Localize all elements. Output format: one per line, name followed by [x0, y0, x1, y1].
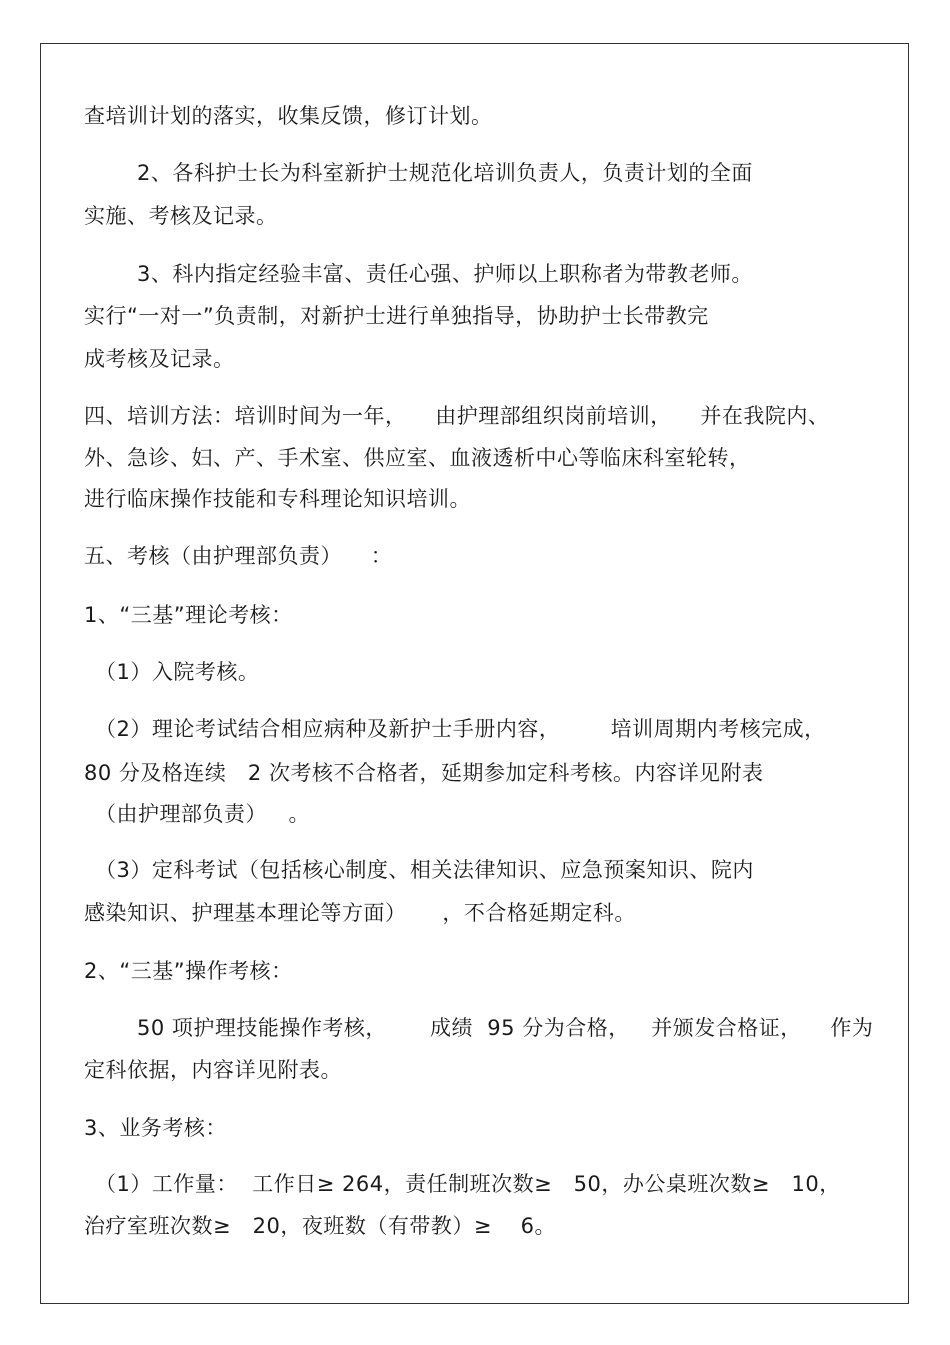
text-line: 进行临床操作技能和专科理论知识培训。	[84, 487, 471, 511]
text-line: 感染知识、护理基本理论等方面） ，不合格延期定科。	[84, 901, 636, 925]
text-line: （2）理论考试结合相应病种及新护士手册内容， 培训周期内考核完成，	[95, 717, 826, 741]
text-line: 实行“一对一”负责制，对新护士进行单独指导，协助护士长带教完	[84, 304, 709, 328]
text-line: 80 分及格连续 2 次考核不合格者，延期参加定科考核。内容详见附表	[84, 761, 764, 785]
text-line: （1）入院考核。	[95, 660, 260, 684]
text-line: 50 项护理技能操作考核， 成绩 95 分为合格， 并颁发合格证， 作为	[137, 1016, 874, 1040]
text-line: 四、培训方法：培训时间为一年， 由护理部组织岗前培训， 并在我院内、	[84, 404, 830, 428]
text-line: （1）工作量： 工作日≥ 264，责任制班次数≥ 50，办公桌班次数≥ 10，	[95, 1172, 841, 1196]
text-line: 成考核及记录。	[84, 347, 235, 371]
subsection-heading: 1、“三基”理论考核：	[84, 603, 293, 627]
text-line: 3、科内指定经验丰富、责任心强、护师以上职称者为带教老师。	[137, 262, 753, 286]
subsection-heading: 2、“三基”操作考核：	[84, 959, 293, 983]
text-line: 实施、考核及记录。	[84, 204, 278, 228]
text-line: （3）定科考试（包括核心制度、相关法律知识、应急预案知识、院内	[95, 858, 754, 882]
text-line: 治疗室班次数≥ 20，夜班数（有带教）≥ 6。	[84, 1214, 556, 1238]
subsection-heading: 3、业务考核：	[84, 1116, 227, 1140]
text-line: 2、各科护士长为科室新护士规范化培训负责人，负责计划的全面	[137, 161, 753, 185]
text-line: （由护理部负责） 。	[95, 802, 311, 826]
section-heading: 五、考核（由护理部负责） ：	[84, 544, 393, 568]
text-line: 查培训计划的落实，收集反馈，修订计划。	[84, 104, 493, 128]
text-line: 外、急诊、妇、产、手术室、供应室、血液透析中心等临床科室轮转，	[84, 446, 751, 470]
text-line: 定科依据，内容详见附表。	[84, 1058, 342, 1082]
